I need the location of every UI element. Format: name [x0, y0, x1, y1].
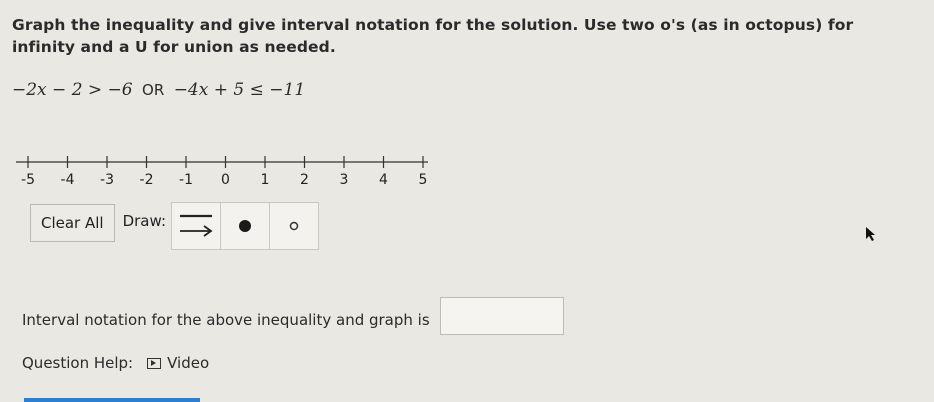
number-line-label: 0 — [221, 172, 230, 188]
number-line-label: 1 — [260, 172, 270, 188]
number-line-label: -1 — [179, 172, 193, 188]
open-dot-icon — [288, 220, 300, 232]
question-instructions: Graph the inequality and give interval notation for the solution. Use two o's (as in octopus) for infinity and a U for union as needed. — [12, 16, 854, 56]
open-dot-tool-button[interactable] — [269, 202, 319, 250]
inequality-right: −4x + 5 ≤ −11 — [173, 80, 306, 100]
ray-tool-button[interactable] — [171, 202, 221, 250]
number-line-label: 2 — [300, 172, 309, 188]
interval-row — [22, 305, 564, 335]
closed-dot-tool-button[interactable] — [220, 202, 270, 250]
number-line-label: -3 — [100, 172, 114, 188]
question-help — [22, 354, 209, 372]
inequality-expression — [12, 80, 305, 100]
clear-all-button[interactable]: Clear All — [30, 204, 115, 242]
number-line[interactable] — [6, 144, 438, 190]
inequality-left: −2x − 2 > −6 — [12, 80, 133, 100]
number-line-label: -2 — [139, 172, 154, 188]
video-link[interactable]: Video — [167, 354, 210, 372]
interval-answer-input[interactable] — [440, 297, 564, 335]
number-line-label: -5 — [21, 172, 35, 188]
mouse-cursor-icon — [865, 226, 877, 242]
ray-tool-icon — [176, 211, 216, 241]
number-line-label: 3 — [339, 172, 349, 188]
draw-toolbar — [30, 202, 319, 250]
or-connector: OR — [142, 81, 165, 99]
video-icon — [147, 358, 161, 369]
number-line-label: -4 — [60, 172, 75, 188]
bottom-progress-bar — [24, 398, 200, 402]
draw-label: Draw: — [122, 212, 167, 230]
question-help-label: Question Help: — [22, 354, 134, 372]
interval-prompt: Interval notation for the above inequality and graph is — [22, 311, 430, 329]
number-line-label: 4 — [379, 172, 388, 188]
closed-dot-icon — [237, 218, 253, 234]
number-line-label: 5 — [418, 172, 428, 188]
